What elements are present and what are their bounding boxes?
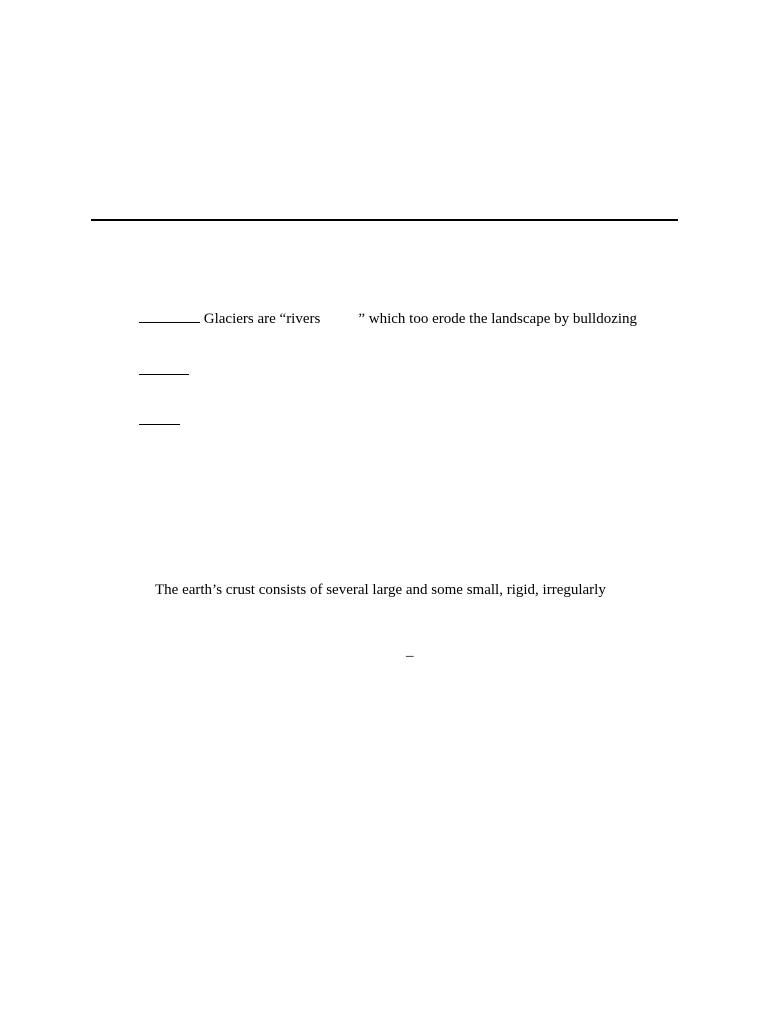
earth-crust-sentence: The earth’s crust consists of several large and some small, rigid, irregularly	[155, 582, 606, 598]
underscore-mark: _	[406, 643, 414, 659]
glaciers-sentence	[139, 308, 637, 328]
glaciers-text-after: ” which too erode the landscape by bulldozing	[358, 311, 638, 327]
fill-in-blank-1	[139, 308, 200, 323]
fill-in-blank-2	[139, 360, 189, 375]
horizontal-rule	[91, 219, 678, 221]
glaciers-text-before: Glaciers are “rivers	[203, 311, 321, 327]
fill-in-blank-3	[139, 410, 180, 425]
